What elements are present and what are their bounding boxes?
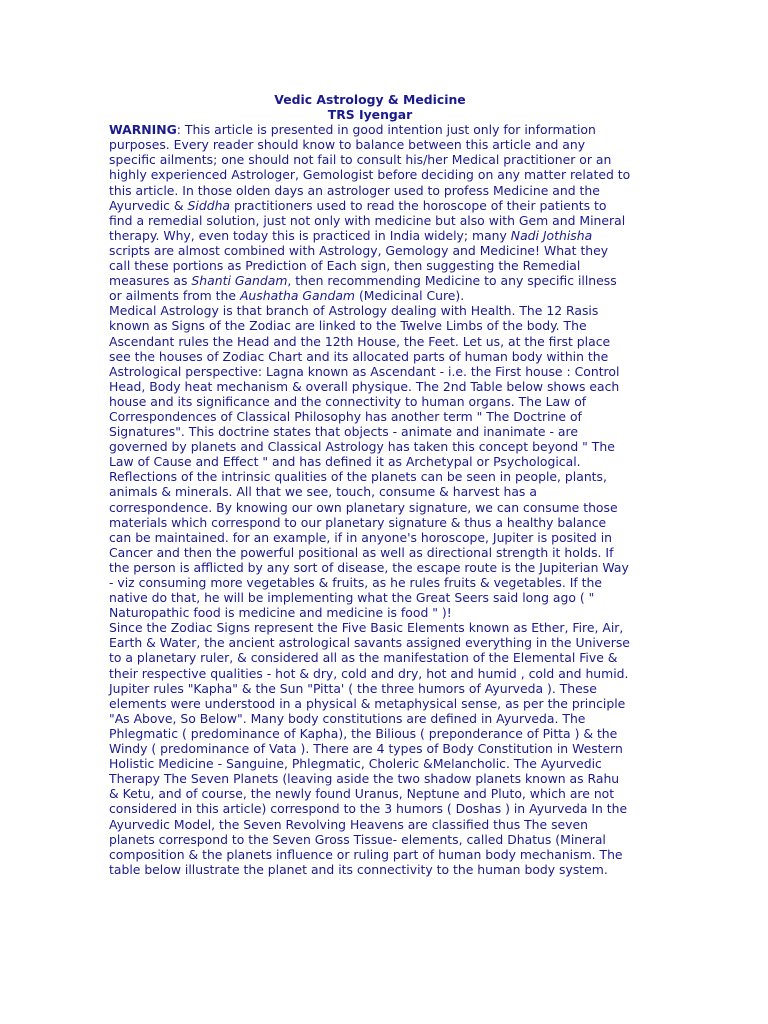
paragraph-reflections: Reflections of the intrinsic qualities of the planets can be seen in people, plants, animals & minerals. All that we see, touch, consume & harvest has a correspondence. By knowing our own planetary signature, we can consume those materials which correspond to our planetary signature & thus a healthy balance can be maintained. for an example, if in anyone's horoscope, Jupiter is posited in Cancer and then the powerful positional as well as directional strength it holds. If the person is afflicted by any sort of disease, the escape route is the Jupiterian Way - viz consuming more vegetables & fruits, as he rules fruits & vegetables. If the native do that, he will be implementing what the Great Seers said long ago ( " Naturopathic food is medicine and medicine is food " )! — [109, 469, 629, 621]
text-segment: (Medicinal Cure). — [355, 288, 465, 304]
paragraph-medical-astrology: Medical Astrology is that branch of Astrology dealing with Health. The 12 Rasis known as Signs of the Zodiac are linked to the Twelve Limbs of the body. The Ascendant rules the Head and the 12th House, the Feet. Let us, at the first place see the houses of Zodiac Chart and its allocated parts of human body within the Astrological perspective: Lagna known as Ascendant - i.e. the First house : Control Head, Body heat mechanism & overall physique. The 2nd Table below shows each house and its significance and the connectivity to human organs. The Law of Correspondences of Classical Philosophy has another term " The Doctrine of Signatures". This doctrine states that objects - animate and inanimate - are governed by planets and Classical Astrology has taken this concept beyond " The Law of Cause and Effect " and has defined it as Archetypal or Psychological. — [109, 303, 620, 470]
text-segment: , then recommending Medicine to any specific illness or ailments from the — [109, 273, 617, 304]
italic-term: Shanti Gandam — [191, 273, 288, 289]
document-title: Vedic Astrology & Medicine — [274, 92, 466, 107]
italic-term: Aushatha Gandam — [239, 288, 355, 304]
text-segment: : This article is presented in good intention just only for information purposes. Every reader should know to balance between this article and any specific ailments; one should not fail to consult his/her Medical practitioner or an highly experienced Astrologer, Gemologist before deciding on any matter related to this article. In those olden days an astrologer used to profess Medicine and the Ayurvedic & — [109, 122, 631, 213]
paragraph-zodiac-elements: Since the Zodiac Signs represent the Five Basic Elements known as Ether, Fire, Air, Earth & Water, the ancient astrological savants assigned everything in the Universe to a planetary ruler, & considered all as the manifestation of the Elemental Five & their respective qualities - hot & dry, cold and dry, hot and humid , cold and humid. Jupiter rules "Kapha" & the Sun "Pitta' ( the three humors of Ayurveda ). These elements were understood in a physical & metaphysical sense, as per the principle "As Above, So Below". Many body constitutions are defined in Ayurveda. The Phlegmatic ( predominance of Kapha), the Bilious ( preponderance of Pitta ) & the Windy ( predominance of Vata ). There are 4 types of Body Constitution in Western Holistic Medicine - Sanguine, Phlegmatic, Choleric &Melancholic. The Ayurvedic Therapy The Seven Planets (leaving aside the two shadow planets known as Rahu & Ketu, and of course, the newly found Uranus, Neptune and Pluto, which are not considered in this article) correspond to the 3 humors ( Doshas ) in Ayurveda In the Ayurvedic Model, the Seven Revolving Heavens are classified thus The seven planets correspond to the Seven Gross Tissue- elements, called Dhatus (Mineral composition & the planets influence or ruling part of human body mechanism. The table below illustrate the planet and its connectivity to the human body system. — [109, 620, 630, 877]
warning-label: WARNING — [109, 122, 177, 138]
paragraph-warning — [109, 122, 631, 303]
italic-term: Siddha — [187, 197, 231, 213]
document-author: TRS Iyengar — [327, 107, 413, 123]
text-segment: practitioners used to read the horoscope of their patients to find a remedial solution, just not only with medicine but also with Gem and Mineral therapy. Why, even today this is practiced in India widely; many — [109, 197, 626, 243]
text-segment: scripts are almost combined with Astrology, Gemology and Medicine! What they call these portions as Prediction of Each sign, then suggesting the Remedial measures as — [109, 242, 609, 289]
document-page — [109, 92, 631, 877]
italic-term: Nadi Jothisha — [510, 227, 593, 243]
